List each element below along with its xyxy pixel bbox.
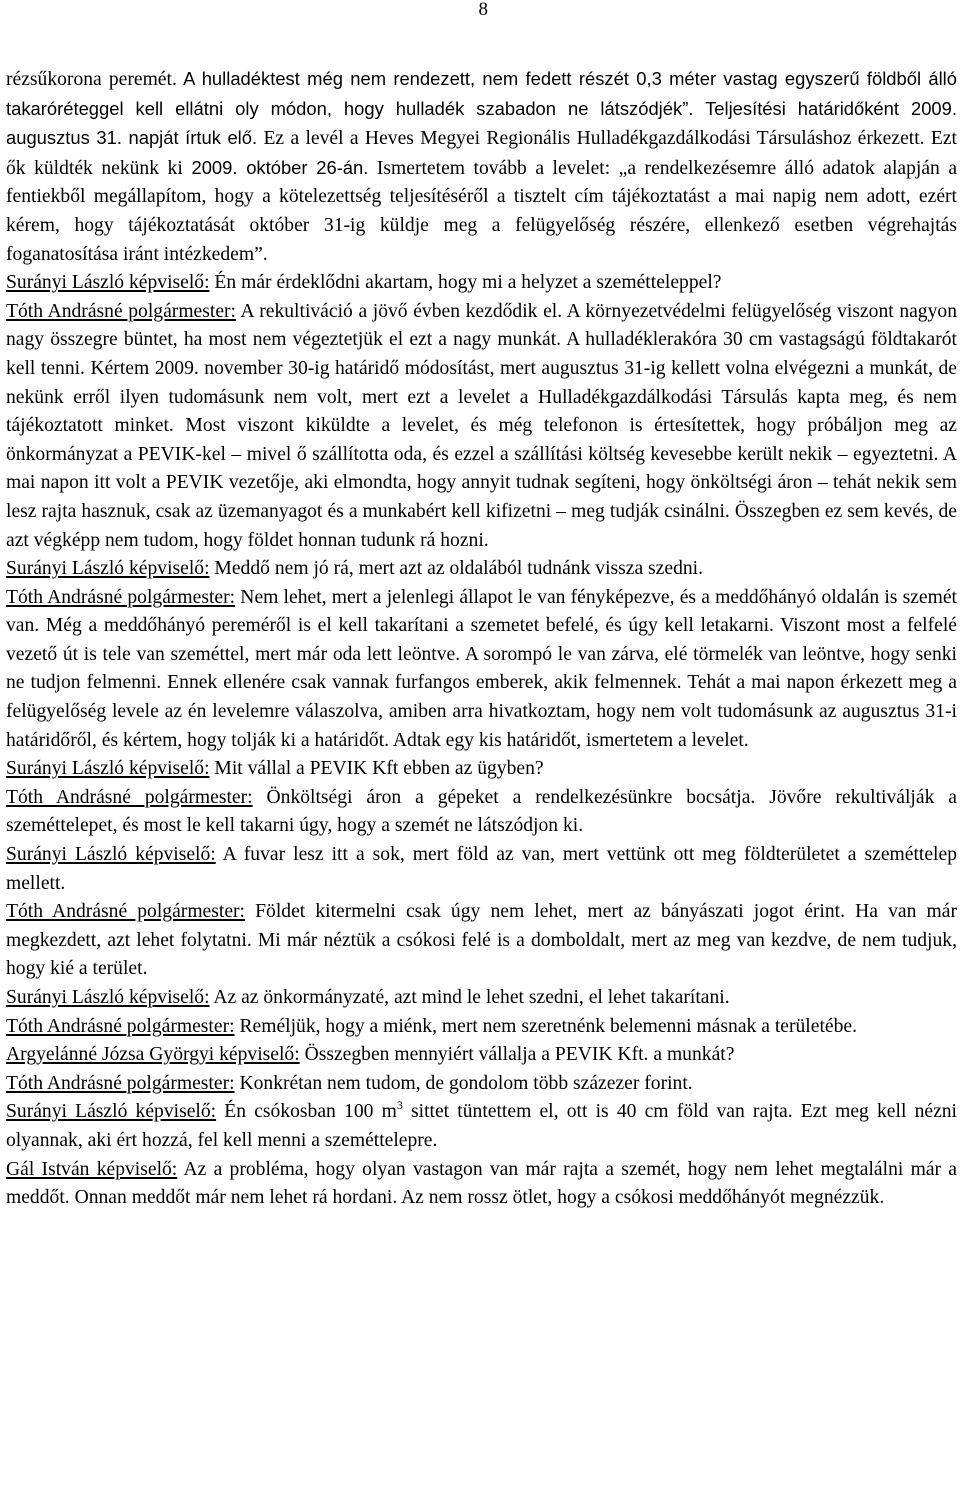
speaker-paragraph — [6, 298, 957, 555]
speaker-name: Surányi László képviselő: — [6, 987, 210, 1008]
intro-text-1: rézsűkorona peremét. — [6, 69, 177, 90]
speaker-paragraph — [6, 1013, 957, 1042]
minutes-text — [6, 65, 957, 1213]
speaker-statement-continued: sittet tüntettem el, ott is 40 cm föld van rajta. Ezt meg kell nézni olyannak, aki ért hozzá, fel kell menni a szeméttelepre. — [6, 1101, 958, 1151]
speaker-paragraph — [6, 1041, 957, 1070]
speaker-name: Surányi László képviselő: — [6, 1101, 217, 1123]
speaker-statement: Az a probléma, hogy olyan vastagon van már rajta a szemét, hogy nem lehet megtalálni már a meddőt. Onnan meddőt már nem lehet rá hordani. Az nem rossz ötlet, hogy a csókosi meddőhányót megnézzük. — [6, 1158, 958, 1209]
speaker-statement: Mit vállal a PEVIK Kft ebben az ügyben? — [209, 758, 544, 780]
speaker-statement: Én csókosban 100 m — [216, 1101, 397, 1123]
intro-text-2: A hulladéktest még nem rendezett, nem fedett részét 0,3 méter vastag egyszerű földből álló takaróréteggel kell ellátni oly módon, hogy hulladék szabadon ne látszódjék”. Teljesítési határidőként 2009. augusztus 31. napját írtuk elő. — [6, 68, 957, 149]
speaker-statement: A fuvar lesz itt a sok, mert föld az van, mert vettünk ott meg földterületet a szeméttelep mellett. — [6, 844, 957, 894]
speaker-name: Surányi László képviselő: — [6, 558, 210, 580]
speaker-statement: Reméljük, hogy a miénk, mert nem szeretnénk belemenni másnak a területébe. — [234, 1015, 857, 1037]
speaker-statement: Én már érdeklődni akartam, hogy mi a helyzet a szemétteleppel? — [209, 272, 722, 294]
intro-paragraph — [6, 65, 957, 269]
speaker-paragraph — [6, 584, 957, 756]
speaker-name: Gál István képviselő: — [6, 1158, 178, 1180]
speaker-name: Tóth Andrásné polgármester: — [6, 1015, 235, 1037]
speaker-name: Surányi László képviselő: — [6, 844, 216, 866]
speaker-paragraph — [6, 1098, 957, 1155]
speaker-paragraph — [6, 1070, 957, 1099]
speaker-paragraph — [6, 269, 957, 298]
page-number: 8 — [478, 0, 488, 20]
speaker-name: Tóth Andrásné polgármester: — [6, 300, 236, 322]
intro-text-3: Ez a levél a Heves Megyei Regionális Hulladékgazdálkodási Társuláshoz érkezett. Ezt ők küldték nekünk ki — [6, 128, 957, 179]
speaker-statement: A rekultiváció a jövő évben kezdődik el. A környezetvédelmi felügyelőség viszont nagyon nagy összegre büntet, ha most nem végeztetjük el ezt a nagy munkát. A hulladéklerakóra 30 cm vastagságú földtakarót kell tenni. Kértem 2009. november 30-ig határidő módosítást, mert augusztus 31-ig kellett volna elvégezni a munkát, de nekünk erről ilyen tudomásunk nem volt, mert ezt a levelet a Hulladékgazdálkodási Társulás kapta meg, és nem tájékoztatott minket. Most viszont kiküldte a levelet, és még telefonon is értesítettek, hogy próbáljon meg az önkormányzat a PEVIK-kel – mivel ő szállította oda, és ezzel a szállítási költség kevesebbe került nekik – egyeztetni. A mai napon itt volt a PEVIK vezetője, aki elmondta, hogy annyit tudnak segíteni, hogy önköltségi áron – tehát nekik sem lesz rajta hasznuk, csak az üzemanyagot és a munkabért kell kifizetni – meg tudják csinálni. Összegben ez sem kevés, de azt végképp nem tudom, hogy földet honnan tudunk rá hozni. — [6, 300, 957, 551]
speaker-paragraph — [6, 755, 957, 784]
speaker-name: Surányi László képviselő: — [6, 758, 210, 780]
intro-text-5: Ismertetem tovább a levelet: „a rendelkezésemre álló adatok alapján a fentiekből megállapítom, hogy a kötelezettség teljesítéséről a tisztelt cím tájékoztatást a mai napig nem adott, ezért kérem, hogy tájékoztatását október 31-ig küldje meg a felügyelőség részére, ellenkező esetben végrehajtás foganatosítása iránt intézkedem”. — [6, 157, 958, 265]
speaker-paragraph — [6, 784, 957, 841]
speaker-statement: Földet kitermelni csak úgy nem lehet, mert az bányászati jogot érint. Ha van már megkezdett, azt lehet folytatni. Mi már néztük a csókosi felé is a domboldalt, mert az meg van kezdve, de nem tudjuk, hogy kié a terület. — [6, 901, 957, 980]
superscript-exponent: 3 — [396, 1098, 403, 1113]
speaker-paragraph — [6, 984, 957, 1013]
speaker-statement: Az az önkormányzaté, azt mind le lehet szedni, el lehet takarítani. — [209, 987, 730, 1008]
speaker-name: Tóth Andrásné polgármester: — [6, 1072, 235, 1094]
speaker-name: Surányi László képviselő: — [6, 272, 210, 294]
speaker-paragraph — [6, 1156, 957, 1213]
speaker-statement: Meddő nem jó rá, mert azt az oldalából tudnánk vissza szedni. — [209, 558, 704, 580]
speaker-statement: Összegben mennyiért vállalja a PEVIK Kft. a munkát? — [299, 1044, 735, 1066]
intro-text-4: 2009. október 26-án. — [182, 156, 369, 178]
speaker-paragraph — [6, 898, 957, 984]
speaker-statement: Önköltségi áron a gépeket a rendelkezésünkre bocsátja. Jövőre rekultiválják a szeméttelepet, és most le kell takarni úgy, hogy a szemét ne látszódjon ki. — [6, 786, 957, 837]
speaker-name: Tóth Andrásné polgármester: — [6, 901, 245, 923]
speaker-statement: Nem lehet, mert a jelenlegi állapot le van fényképezve, és a meddőhányó oldalán is szemét van. Még a meddőhányó pereméről is el kell takarítani a szemetet befelé, és úgy kell letakarni. Viszont most a felfelé vezető út is tele van szeméttel, mert már oda lett leöntve. A sorompó le van zárva, elé törmelék van leöntve, hogy senki ne tudjon felmenni. Ennek ellenére csak vannak furfangos emberek, akik felmennek. Tehát a mai napon érkezett meg a felügyelőség levele az én levelemre válaszolva, amiben arra hivatkoztam, hogy nem volt tudomásunk az augusztus 31-i határidőről, és kértem, hogy tolják ki a határidőt. Adtak egy kis határidőt, ismertetem a levelet. — [6, 586, 957, 751]
speaker-paragraph — [6, 555, 957, 584]
speaker-name: Tóth Andrásné polgármester: — [6, 586, 236, 608]
speaker-paragraph — [6, 841, 957, 898]
speaker-name: Tóth Andrásné polgármester: — [6, 786, 253, 808]
speaker-statement: Konkrétan nem tudom, de gondolom több százezer forint. — [234, 1072, 693, 1094]
speaker-name: Argyelánné Józsa Györgyi képviselő: — [6, 1044, 300, 1066]
